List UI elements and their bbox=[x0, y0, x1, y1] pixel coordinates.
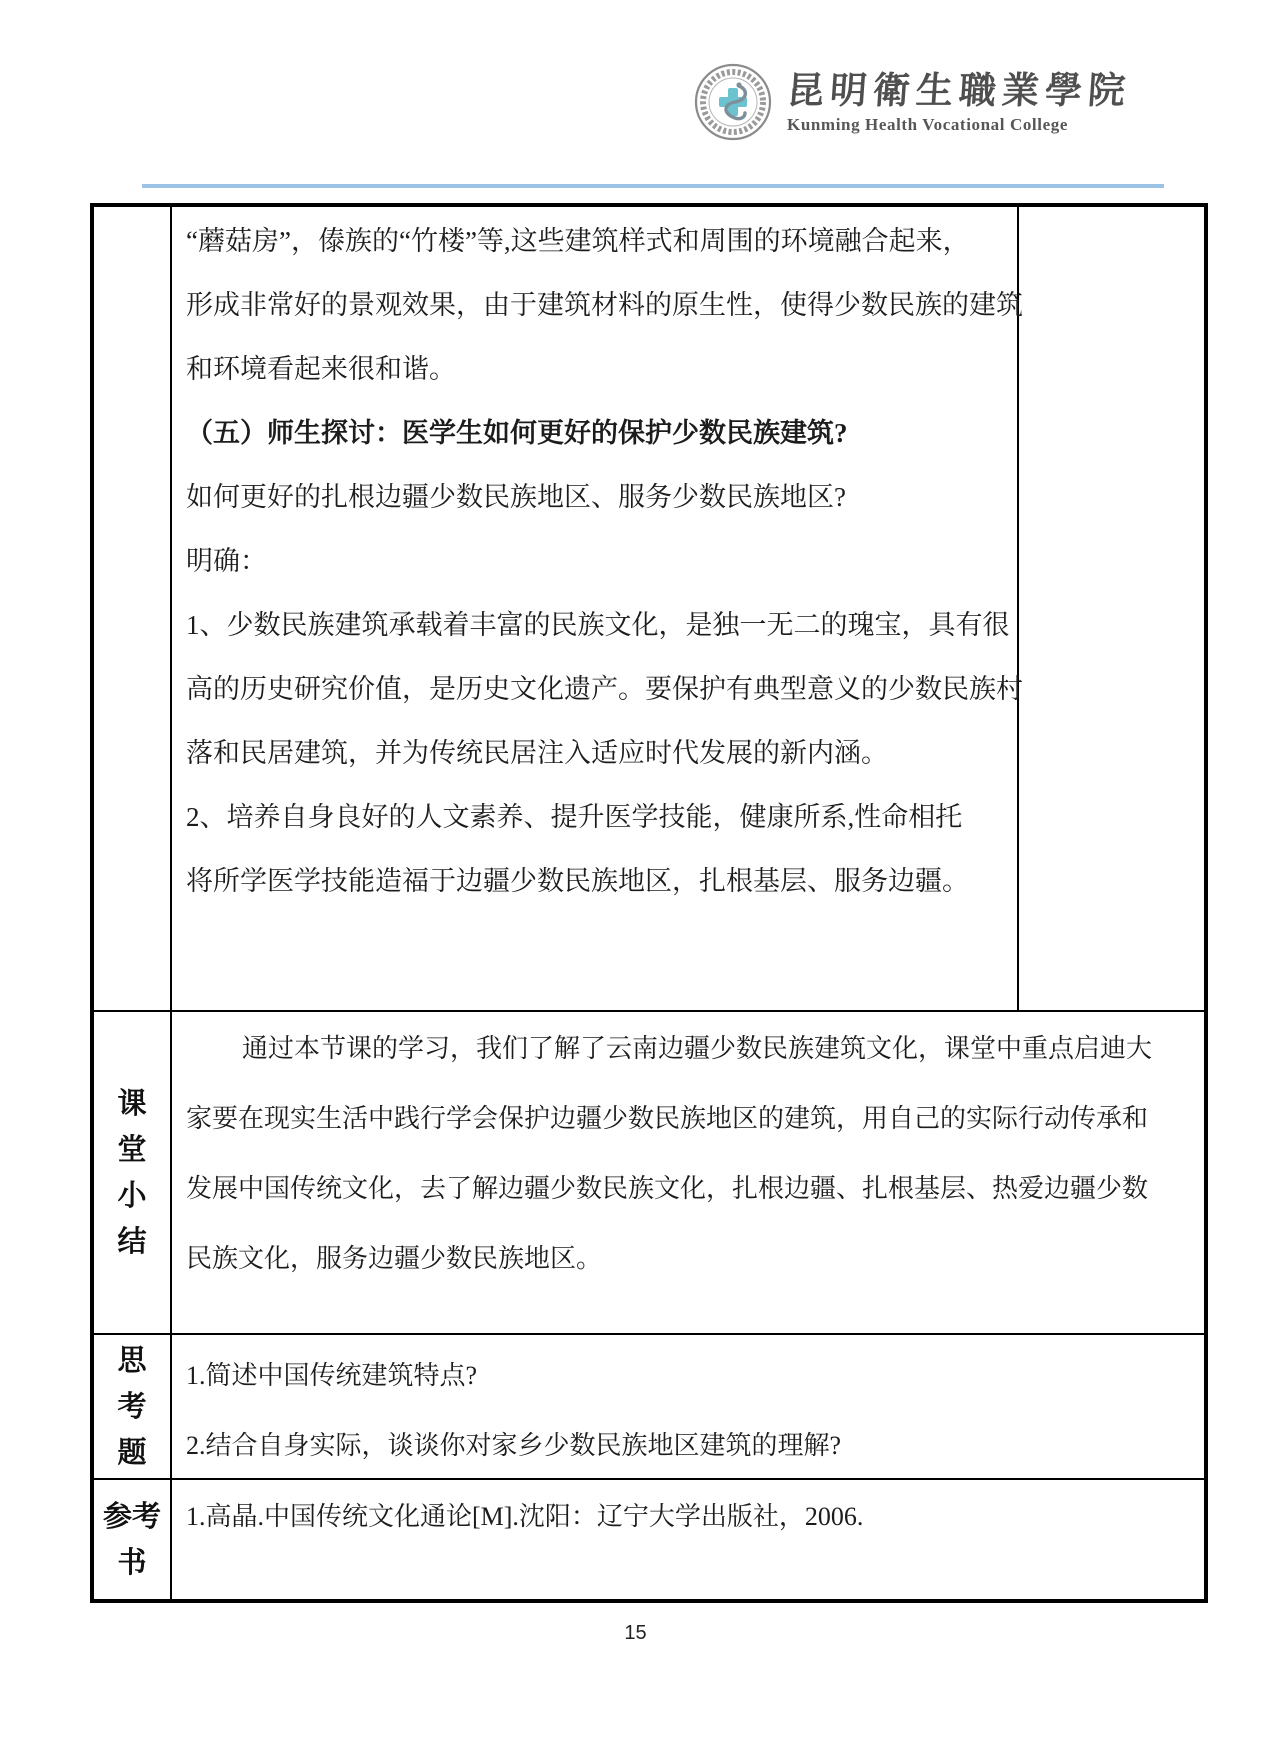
college-seal-icon bbox=[693, 62, 773, 142]
section-heading: （五）师生探讨：医学生如何更好的保护少数民族建筑? bbox=[186, 418, 848, 448]
header-divider bbox=[142, 184, 1164, 188]
label-char: 结 bbox=[117, 1225, 147, 1258]
content-line: 落和民居建筑，并为传统民居注入适应时代发展的新内涵。 bbox=[186, 738, 888, 768]
content-line: 2、培养自身良好的人文素养、提升医学技能，健康所系,性命相托 bbox=[186, 802, 963, 832]
college-name-zh: 昆明衛生職業學院 bbox=[785, 68, 1133, 112]
content-line: 明确： bbox=[186, 546, 267, 576]
question-line: 1.简述中国传统建筑特点? bbox=[186, 1361, 478, 1390]
lesson-plan-table bbox=[90, 203, 1208, 1603]
label-char: 堂 bbox=[117, 1133, 147, 1166]
teaching-content-text bbox=[172, 207, 1023, 1010]
summary-line: 发展中国传统文化，去了解边疆少数民族文化，扎根边疆、扎根基层、热爱边疆少数 bbox=[186, 1174, 1149, 1203]
thinking-questions-text bbox=[172, 1335, 1204, 1478]
label-char: 参考 bbox=[102, 1500, 161, 1533]
class-summary-text bbox=[172, 1012, 1204, 1333]
question-line: 2.结合自身实际，谈谈你对家乡少数民族地区建筑的理解? bbox=[186, 1431, 842, 1460]
content-line: 将所学医学技能造福于边疆少数民族地区，扎根基层、服务边疆。 bbox=[186, 866, 969, 896]
label-char: 小 bbox=[117, 1179, 147, 1212]
label-char: 课 bbox=[117, 1087, 147, 1120]
label-char: 思 bbox=[117, 1344, 147, 1377]
class-summary-label bbox=[94, 1012, 172, 1333]
label-char: 书 bbox=[117, 1546, 147, 1579]
college-header bbox=[693, 62, 1131, 142]
content-line: 1、少数民族建筑承载着丰富的民族文化，是独一无二的瑰宝，具有很 bbox=[186, 610, 1010, 640]
row1-side-cell bbox=[1019, 207, 1204, 1010]
row1-label-cell bbox=[94, 207, 172, 1010]
summary-line: 家要在现实生活中践行学会保护边疆少数民族地区的建筑，用自己的实际行动传承和 bbox=[186, 1104, 1149, 1133]
content-line: 形成非常好的景观效果，由于建筑材料的原生性，使得少数民族的建筑 bbox=[186, 290, 1023, 320]
content-line: 和环境看起来很和谐。 bbox=[186, 354, 456, 384]
table-row-teaching-content bbox=[94, 207, 1204, 1010]
reference-books-label bbox=[94, 1480, 172, 1599]
reference-line: 1.高晶.中国传统文化通论[M].沈阳：辽宁大学出版社，2006. bbox=[186, 1502, 864, 1531]
table-row-reference-books bbox=[94, 1478, 1204, 1599]
page-number: 15 bbox=[624, 1622, 647, 1644]
content-line: “蘑菇房”，傣族的“竹楼”等,这些建筑样式和周围的环境融合起来， bbox=[186, 226, 970, 256]
table-row-class-summary bbox=[94, 1010, 1204, 1333]
table-row-thinking-questions bbox=[94, 1333, 1204, 1478]
college-name-en: Kunming Health Vocational College bbox=[787, 115, 1068, 134]
content-line: 如何更好的扎根边疆少数民族地区、服务少数民族地区? bbox=[186, 482, 846, 512]
content-line: 高的历史研究价值，是历史文化遗产。要保护有典型意义的少数民族村 bbox=[186, 674, 1023, 704]
label-char: 题 bbox=[117, 1436, 147, 1469]
reference-books-text bbox=[172, 1480, 1204, 1599]
thinking-questions-label bbox=[94, 1335, 172, 1478]
summary-line: 通过本节课的学习，我们了解了云南边疆少数民族建筑文化，课堂中重点启迪大 bbox=[242, 1034, 1153, 1063]
summary-line: 民族文化，服务边疆少数民族地区。 bbox=[186, 1244, 603, 1273]
label-char: 考 bbox=[117, 1390, 147, 1423]
